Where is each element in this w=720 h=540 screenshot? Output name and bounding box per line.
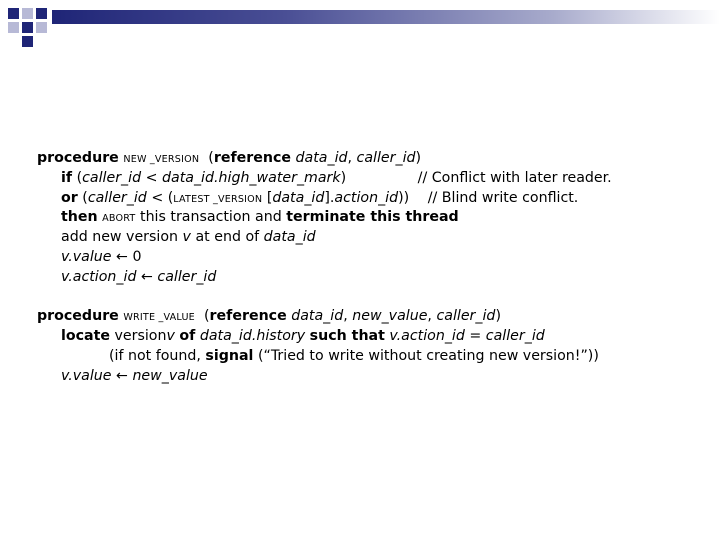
comma: ,	[427, 308, 432, 325]
assign-arrow: ←	[140, 268, 153, 285]
abort-call: ABORT	[102, 213, 136, 225]
text: version	[114, 328, 167, 345]
keyword-reference: reference	[209, 308, 287, 325]
operator: < (	[151, 189, 174, 206]
arg-caller-id: caller_id	[436, 308, 496, 325]
lhs: v.value	[61, 367, 112, 384]
variable: v	[166, 328, 175, 345]
add-version-line	[37, 228, 707, 248]
paren: (	[203, 308, 210, 325]
arg-caller-id: caller_id	[356, 150, 416, 166]
text: this transaction and	[140, 209, 282, 226]
operand: data_id	[272, 189, 325, 206]
slide-header-decoration	[0, 0, 720, 48]
procedure-name: WRITE _VALUE	[123, 312, 195, 324]
variable: data_id.history	[199, 328, 306, 345]
comment: // Conflict with later reader.	[417, 169, 612, 186]
then-line	[37, 208, 707, 228]
assign-value-line	[37, 248, 707, 268]
keyword-of: of	[179, 328, 196, 345]
decor-square	[22, 22, 33, 33]
keyword-or: or	[61, 189, 78, 206]
comment: // Blind write conflict.	[427, 189, 579, 206]
or-line	[37, 189, 707, 209]
keyword-if: if	[61, 169, 73, 186]
variable: v	[182, 229, 191, 246]
paren: (	[76, 169, 83, 186]
assign-arrow: ←	[116, 367, 128, 384]
rhs: new_value	[132, 367, 208, 384]
arg-data-id: data_id	[295, 150, 348, 166]
variable: data_id	[263, 229, 316, 246]
condition-expr: v.action_id = caller_id	[389, 328, 545, 345]
field: action_id	[334, 189, 399, 206]
assign-arrow: ←	[116, 248, 128, 265]
decor-square	[22, 8, 33, 19]
not-found-line	[37, 347, 707, 367]
header-gradient-bar	[52, 10, 720, 24]
text: (if not found,	[109, 347, 201, 364]
keyword-procedure: procedure	[37, 150, 119, 166]
decor-square	[8, 22, 19, 33]
text: add new version	[61, 229, 179, 246]
paren: )	[415, 150, 422, 166]
assign-new-value-line	[37, 367, 707, 387]
locate-line	[37, 327, 707, 347]
decor-square	[8, 8, 19, 19]
arg-new-value: new_value	[352, 308, 428, 325]
procedure-name: NEW _VERSION	[123, 154, 200, 165]
arg-data-id: data_id	[291, 308, 344, 325]
bracket: [	[266, 189, 273, 206]
keyword-signal: signal	[205, 347, 254, 364]
keyword-procedure: procedure	[37, 308, 119, 325]
decor-square	[36, 22, 47, 33]
pseudocode-block	[37, 149, 707, 387]
decor-square	[22, 36, 33, 47]
bracket: ].	[324, 189, 335, 206]
paren: (	[82, 189, 88, 206]
keyword-reference: reference	[213, 150, 291, 166]
paren: (	[208, 150, 214, 166]
operand: caller_id	[87, 189, 147, 206]
new-version-signature	[37, 149, 707, 169]
rhs: caller_id	[157, 268, 217, 285]
keyword-locate: locate	[61, 328, 110, 345]
paren: ))	[398, 189, 410, 206]
decor-square	[36, 8, 47, 19]
spacer	[37, 288, 707, 308]
text: at end of	[195, 229, 260, 246]
write-value-signature	[37, 307, 707, 327]
signal-message: (“Tried to write without creating new version!”))	[257, 347, 599, 364]
paren: )	[495, 308, 501, 325]
function-name: LATEST _VERSION	[173, 193, 263, 205]
lhs: v.action_id	[61, 268, 137, 285]
lhs: v.value	[61, 248, 112, 265]
keyword-then: then	[61, 209, 98, 226]
assign-action-line	[37, 268, 707, 288]
paren: )	[340, 169, 347, 186]
keyword-terminate: terminate this thread	[286, 209, 459, 226]
comma: ,	[347, 150, 353, 166]
condition-expr: caller_id < data_id.high_water_mark	[82, 169, 341, 186]
rhs: 0	[132, 248, 142, 265]
comma: ,	[343, 308, 348, 325]
keyword-such-that: such that	[309, 328, 385, 345]
if-line	[37, 169, 707, 189]
